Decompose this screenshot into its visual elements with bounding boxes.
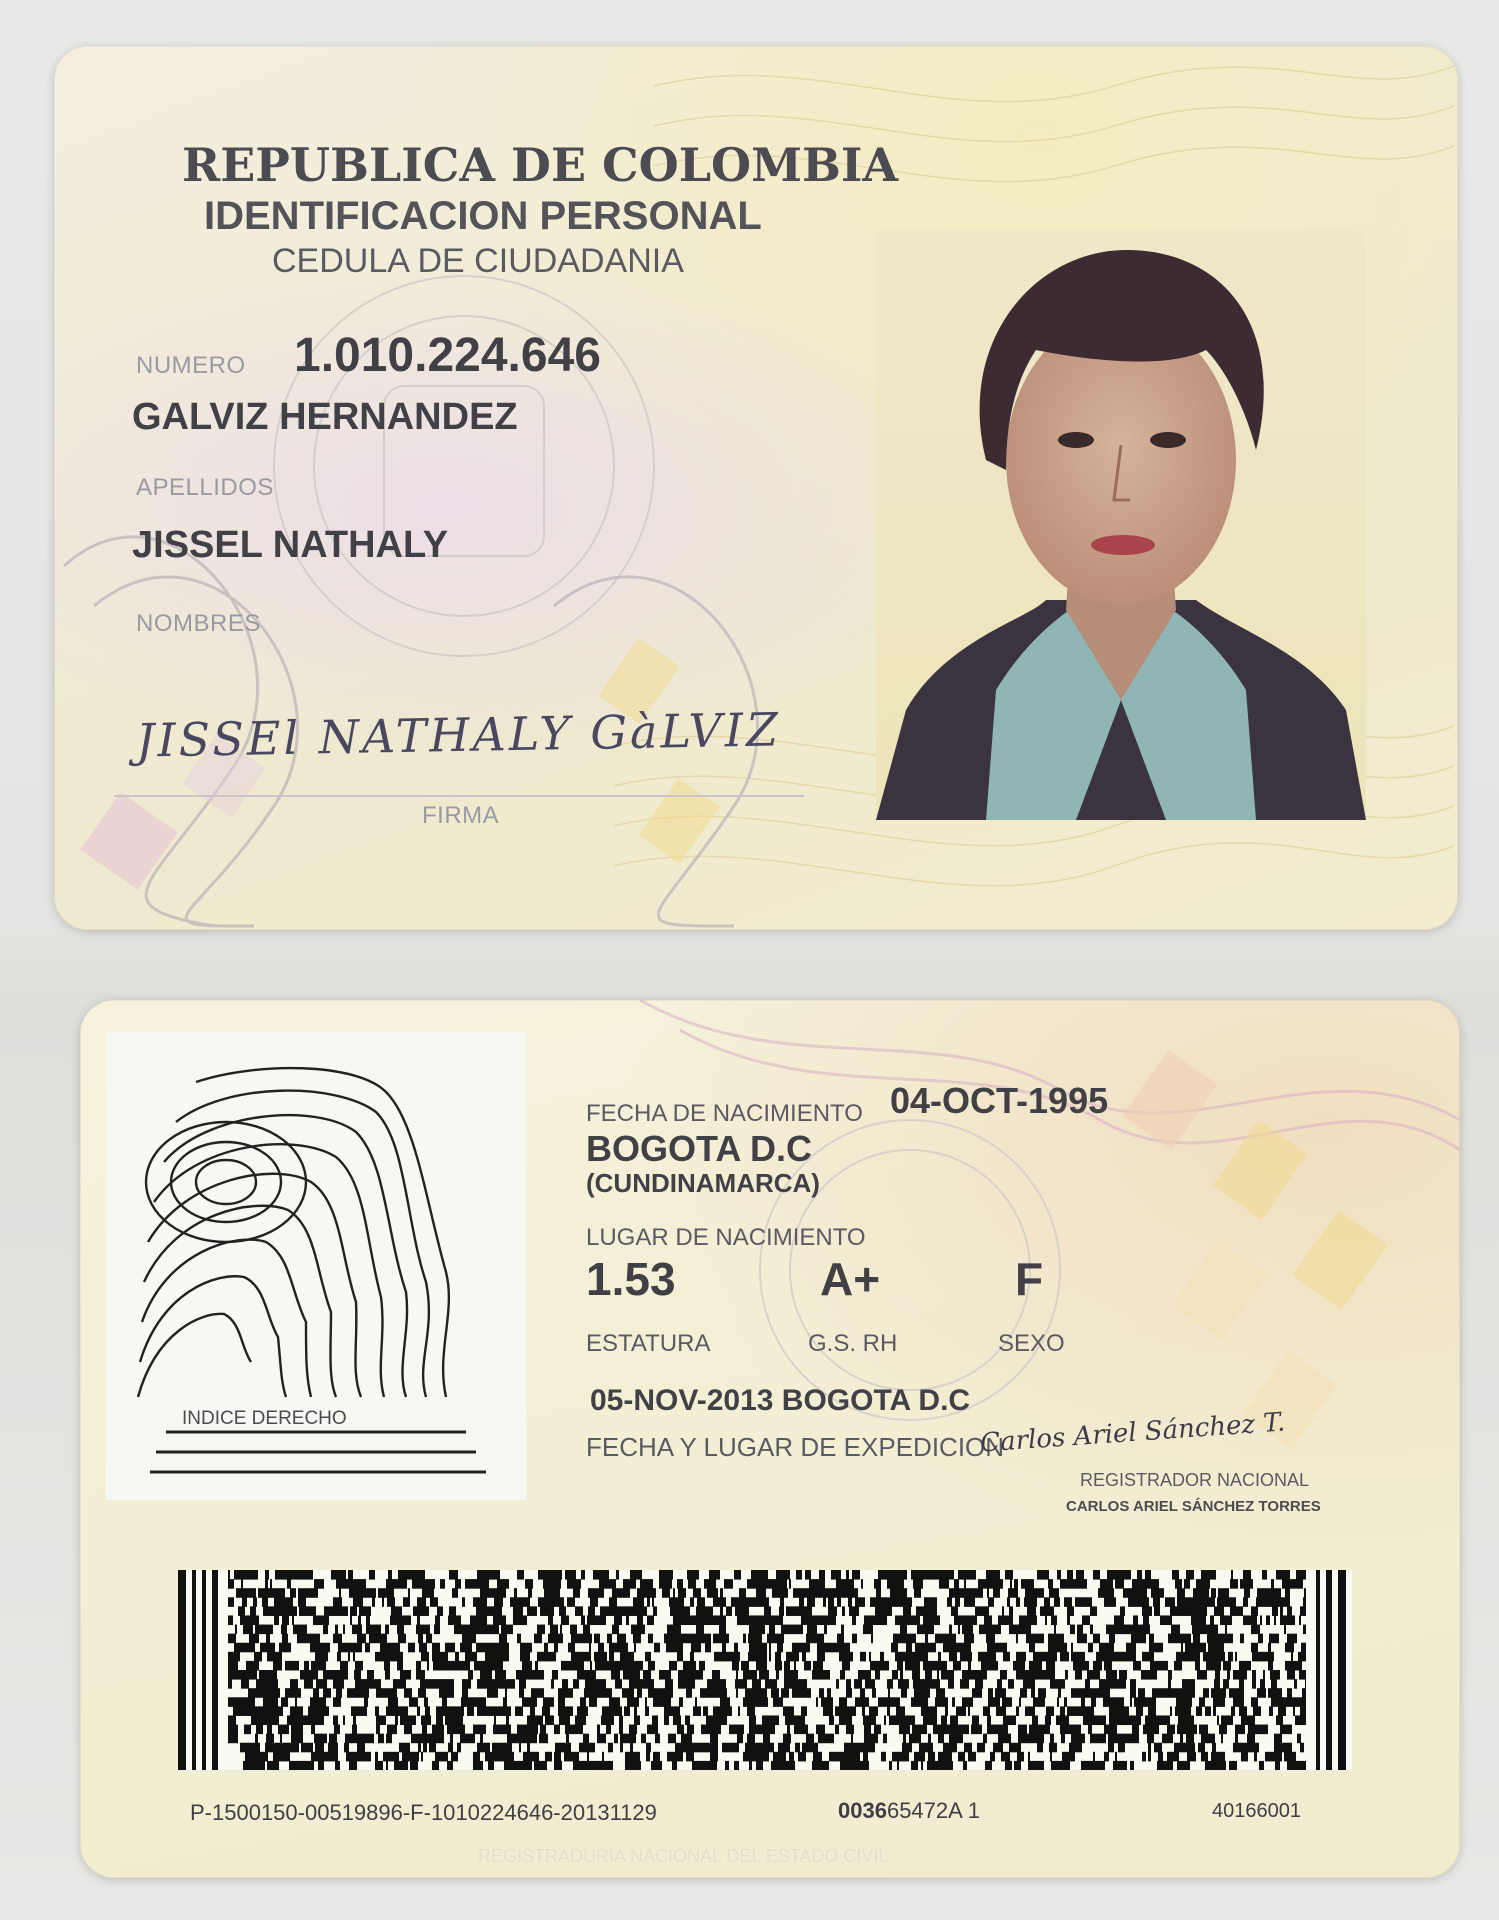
registrar-name: CARLOS ARIEL SÁNCHEZ TORRES — [1066, 1498, 1321, 1515]
holder-photo — [876, 230, 1366, 820]
registrar-title: REGISTRADOR NACIONAL — [1080, 1470, 1310, 1490]
fingerprint-panel — [106, 1032, 526, 1500]
height-label: ESTATURA — [586, 1330, 711, 1357]
blood-type-label: G.S. RH — [808, 1330, 898, 1357]
fingerprint-label: INDICE DERECHO — [182, 1408, 347, 1429]
given-names-label: NOMBRES — [136, 610, 261, 637]
height-value: 1.53 — [586, 1253, 676, 1305]
country-title: REPUBLICA DE COLOMBIA — [182, 138, 899, 192]
holder-signature: JISSEl NATHALY GàLVIZ — [135, 702, 782, 768]
footer-watermark: REGISTRADURIA NACIONAL DEL ESTADO CIVIL — [478, 1846, 889, 1866]
birth-date-value: 04-OCT-1995 — [890, 1080, 1109, 1121]
birth-region: (CUNDINAMARCA) — [586, 1168, 820, 1198]
given-names-value: JISSEL NATHALY — [132, 524, 449, 566]
numero-label: NUMERO — [136, 352, 246, 379]
serial-right: 40166001 — [1212, 1800, 1301, 1822]
document-code-line: P-1500150-00519896-F-1010224646-20131129 — [190, 1800, 657, 1825]
birth-city: BOGOTA D.C — [586, 1128, 812, 1169]
birth-place-label: LUGAR DE NACIMIENTO — [586, 1224, 866, 1251]
pdf417-barcode — [178, 1570, 1352, 1770]
issue-date-place-label: FECHA Y LUGAR DE EXPEDICION — [586, 1432, 1005, 1462]
id-card-back — [80, 1000, 1460, 1878]
serial-prefix: 0036 — [838, 1798, 887, 1823]
surnames-value: GALVIZ HERNANDEZ — [132, 396, 518, 438]
sex-value: F — [1015, 1253, 1044, 1305]
surnames-label: APELLIDOS — [136, 474, 274, 501]
id-number: 1.010.224.646 — [294, 329, 601, 382]
sex-label: SEXO — [998, 1330, 1065, 1357]
issue-date-place-value: 05-NOV-2013 BOGOTA D.C — [590, 1384, 971, 1417]
signature-label: FIRMA — [422, 802, 500, 829]
serial-suffix: 65472A 1 — [886, 1798, 980, 1823]
id-card-front — [54, 46, 1458, 930]
birth-date-label: FECHA DE NACIMIENTO — [586, 1100, 863, 1127]
blood-type-value: A+ — [820, 1253, 881, 1305]
serial-number — [838, 1798, 980, 1824]
registrar-signature: Carlos Ariel Sánchez T. — [979, 1407, 1287, 1459]
document-subtitle: CEDULA DE CIUDADANIA — [272, 242, 684, 280]
document-title: IDENTIFICACION PERSONAL — [204, 194, 762, 238]
